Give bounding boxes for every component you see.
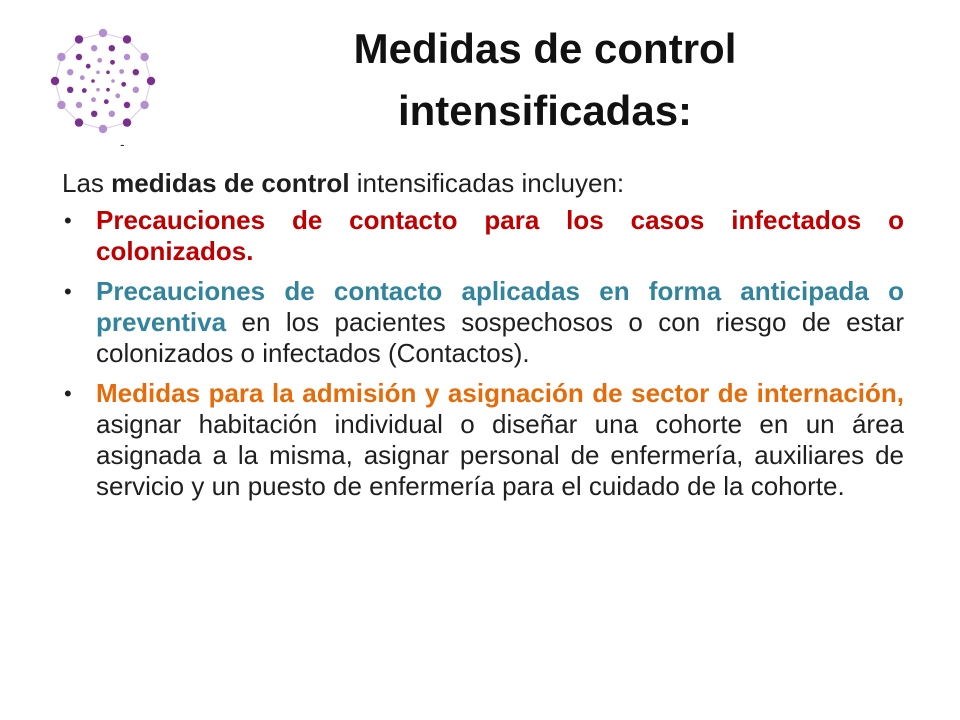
logo-dot <box>106 71 110 75</box>
bullet-dot-icon: • <box>64 208 72 233</box>
bullet-dot-icon: • <box>64 381 72 406</box>
bullet-dot-icon: • <box>64 279 72 304</box>
slide-body <box>62 168 904 511</box>
logo-dot <box>82 88 87 93</box>
logo-dot <box>124 54 130 60</box>
bullet-highlight: Medidas para la admisión y asignación de sector de internación, <box>96 378 904 408</box>
logo-dot <box>111 79 115 83</box>
title-line-1: Medidas de control <box>353 25 737 72</box>
logo-dot <box>106 88 110 92</box>
logo-dot <box>124 102 130 108</box>
logo-dot <box>147 77 155 85</box>
intro-after: intensificadas incluyen: <box>349 168 625 198</box>
bullet-highlight: Precauciones de contacto aplicadas en forma anticipada o preventiva <box>96 276 904 337</box>
logo-dot <box>57 53 65 61</box>
bullet-item-preventive-precautions <box>62 276 904 369</box>
bullet-rest: en los pacientes sospechosos o con riesgo de estar colonizados o infectados (Contactos). <box>96 307 904 368</box>
logo-dot <box>86 64 91 69</box>
logo-dot <box>99 125 107 133</box>
logo-dot <box>109 111 115 117</box>
logo-dot <box>123 118 131 126</box>
logo-dot <box>99 29 107 37</box>
intro-bold: medidas de control <box>111 168 350 198</box>
slide-title <box>250 18 840 142</box>
dotted-circle-logo-icon <box>48 26 158 136</box>
logo-dot <box>140 53 148 61</box>
logo-dot <box>91 97 96 102</box>
title-line-2: intensificadas: <box>397 87 693 134</box>
logo-dot <box>51 77 59 85</box>
logo-dot <box>121 82 126 87</box>
logo-dot <box>76 54 82 60</box>
logo-dot <box>75 35 83 43</box>
bullet-list <box>62 205 904 502</box>
bullet-item-admission-measures <box>62 378 904 502</box>
logo-dash: - <box>120 136 125 152</box>
logo-dot <box>80 75 85 80</box>
logo-dot <box>140 101 148 109</box>
logo-dot <box>67 69 73 75</box>
logo-dot <box>91 45 97 51</box>
logo-dot <box>109 45 115 51</box>
logo-dot <box>110 60 115 65</box>
logo-dot <box>75 118 83 126</box>
intro-text <box>62 168 904 199</box>
logo-dot <box>123 35 131 43</box>
bullet-highlight: Precauciones de contacto para los casos infectados o colonizados. <box>96 205 904 266</box>
bullet-item-contact-precautions <box>62 205 904 267</box>
logo-dot <box>133 69 139 75</box>
logo-dot <box>96 88 100 92</box>
logo-dot <box>119 69 124 74</box>
logo-dot <box>115 93 120 98</box>
logo-icon <box>48 26 158 136</box>
intro-before: Las <box>62 168 112 198</box>
logo-dot <box>96 71 100 75</box>
logo-dot <box>91 111 97 117</box>
bullet-rest: asignar habitación individual o diseñar una cohorte en un área asignada a la misma, asignar personal de enfermería, auxiliares de servicio y un puesto de enfermería para el cuidado de la cohorte. <box>96 409 904 501</box>
logo-dot <box>57 101 65 109</box>
logo-dot <box>91 79 95 83</box>
logo-dot <box>76 102 82 108</box>
logo-dot <box>133 87 139 93</box>
logo-dot <box>97 58 102 63</box>
logo-dot <box>104 99 109 104</box>
logo-dot <box>67 87 73 93</box>
